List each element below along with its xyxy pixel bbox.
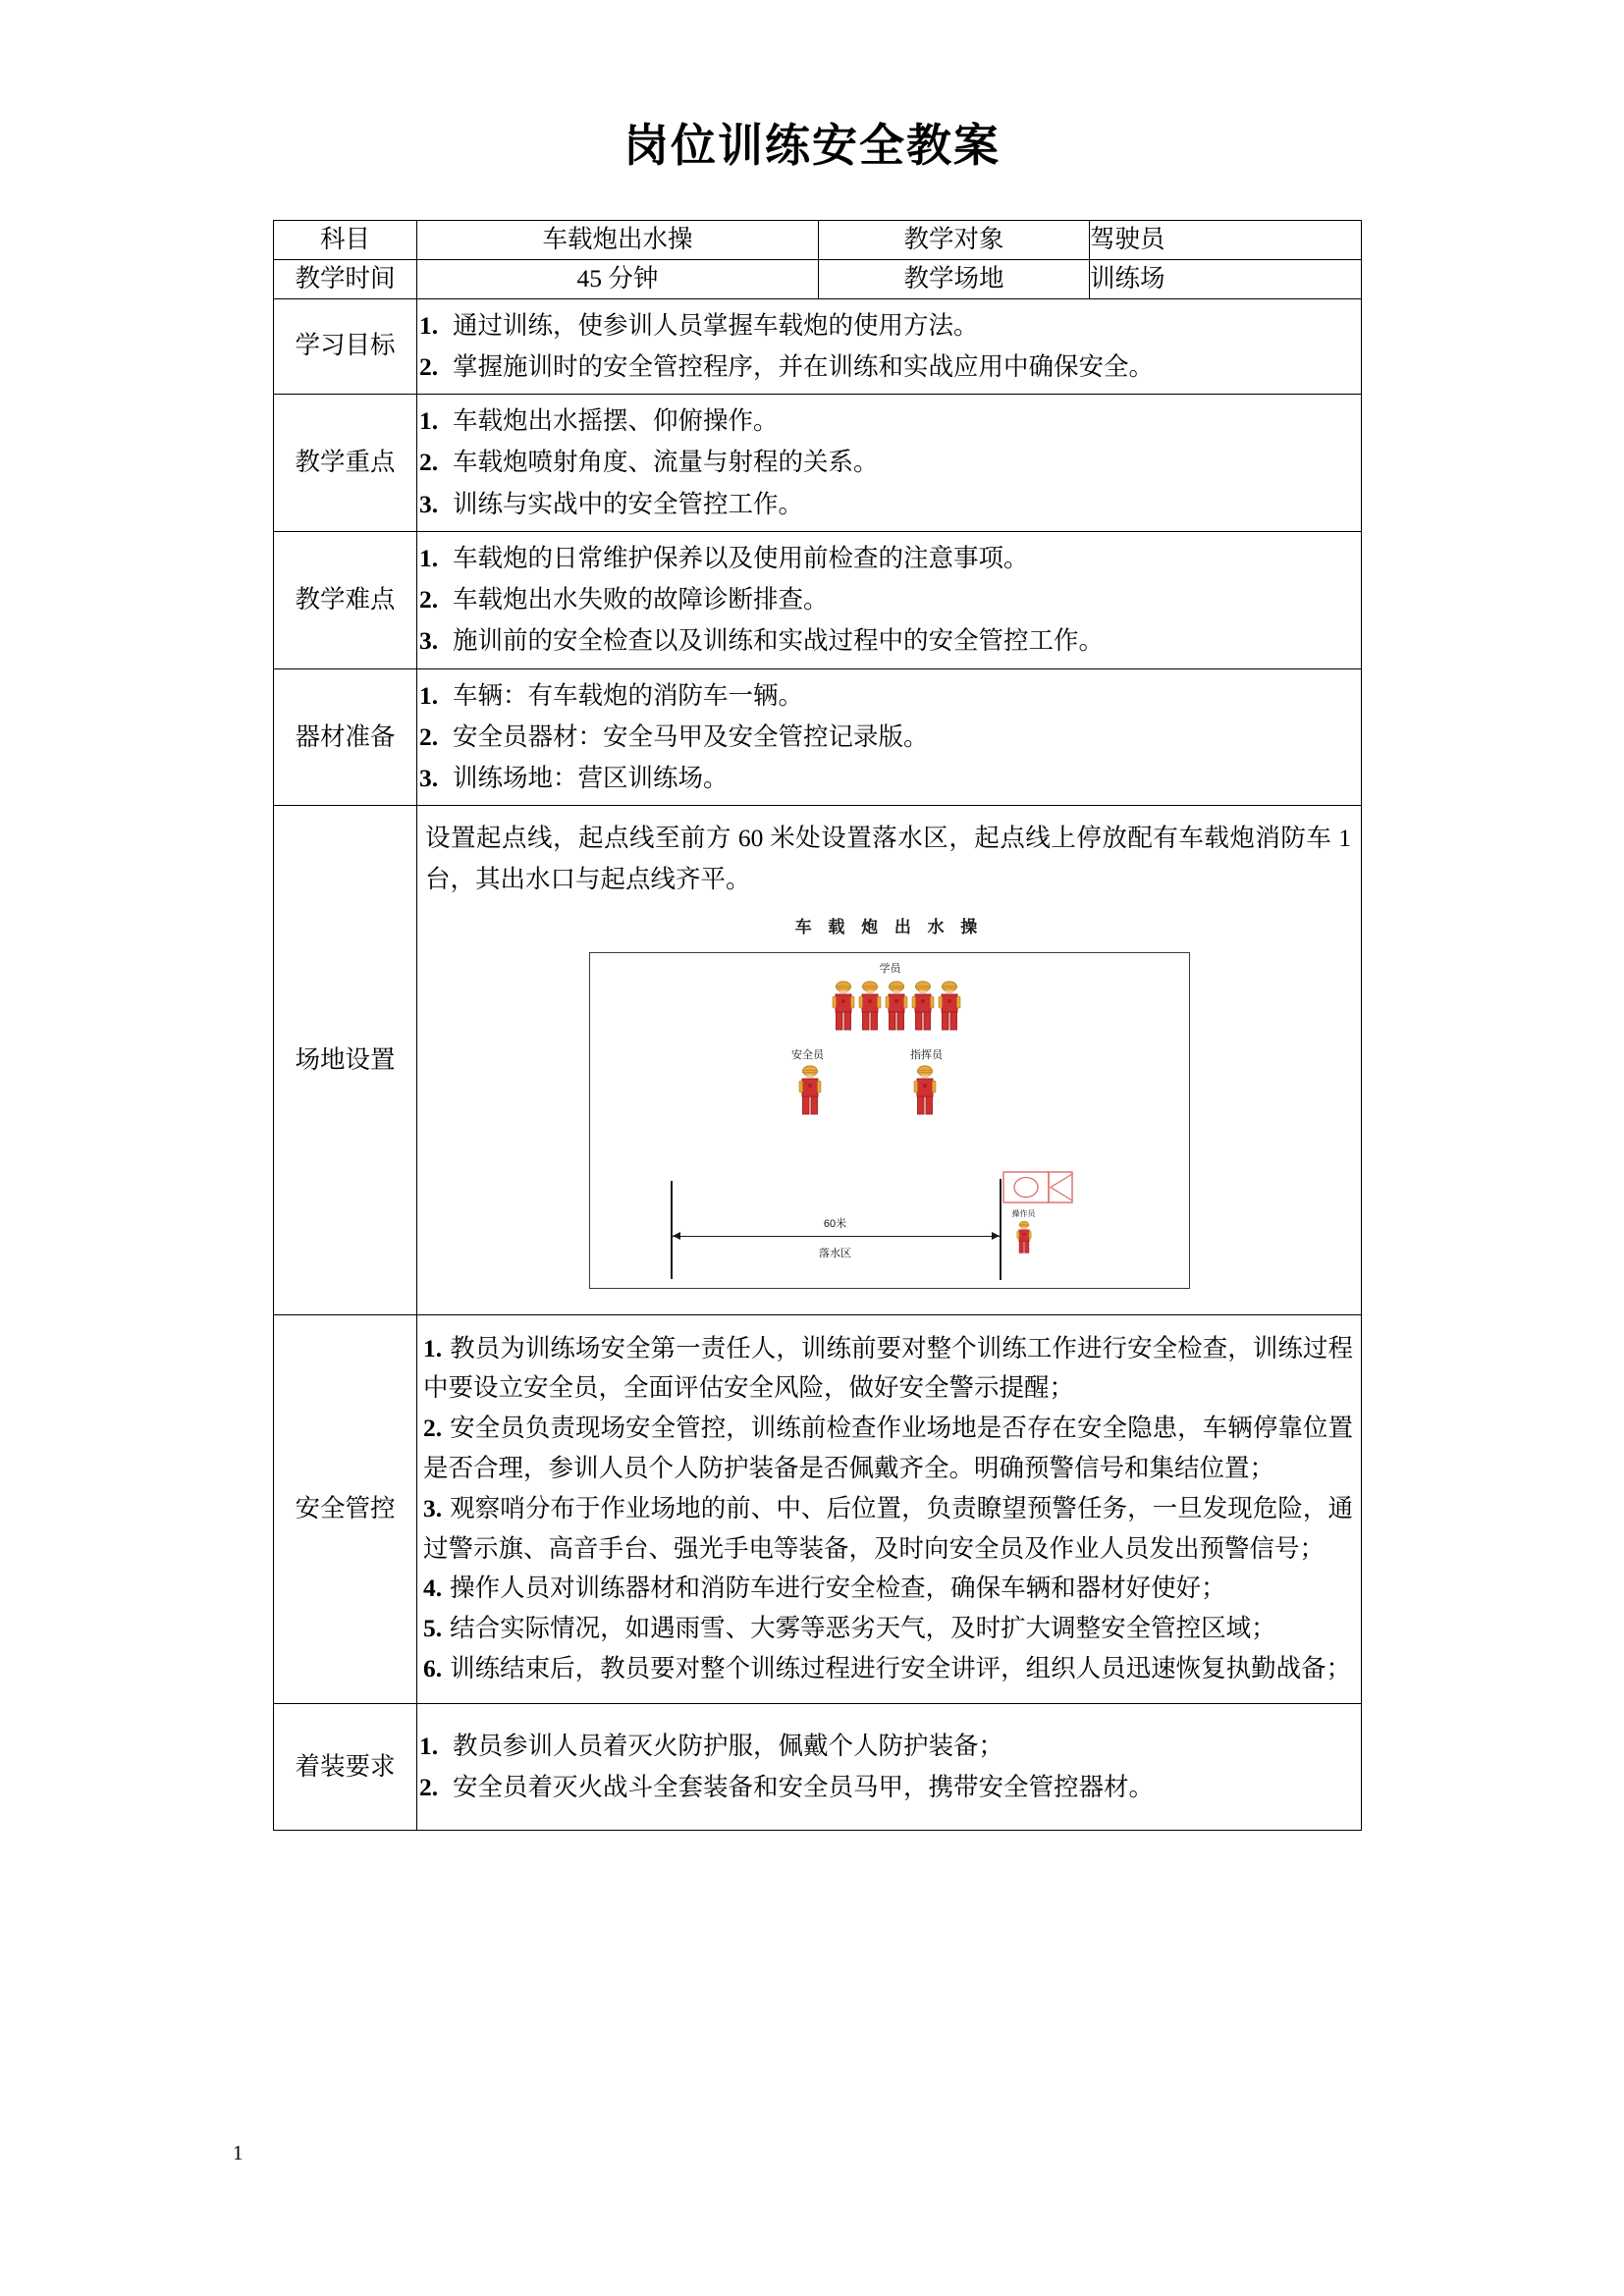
- table-row-time: [274, 259, 1362, 298]
- list-number: 1.: [423, 1333, 443, 1362]
- value-duration: 45 分钟: [417, 259, 819, 298]
- figure-student: [831, 980, 856, 1031]
- diagram-label-commander: 指挥员: [910, 1048, 943, 1061]
- list-number: 2.: [419, 1773, 439, 1802]
- label-safety: 安全管控: [274, 1314, 417, 1703]
- list-number: 3.: [419, 764, 439, 792]
- list-text: 车载炮出水摇摆、仰俯操作。: [453, 406, 779, 435]
- label-audience: 教学对象: [819, 221, 1090, 260]
- safety-list: [417, 1315, 1361, 1703]
- figure-operator: [1015, 1220, 1032, 1254]
- page-title: 岗位训练安全教案: [623, 121, 1001, 171]
- distance-dimension-arrow: [673, 1236, 1000, 1237]
- cell-objectives: [417, 298, 1362, 395]
- key-points-list: [417, 395, 1361, 531]
- list-item: [419, 305, 1355, 347]
- cell-difficulties: [417, 531, 1362, 668]
- list-item: [419, 620, 1355, 662]
- figure-student: [884, 980, 909, 1031]
- cell-venue: [417, 806, 1362, 1314]
- table-row-venue: [274, 806, 1362, 1314]
- list-number: 2.: [419, 585, 439, 614]
- figure-student: [910, 980, 936, 1031]
- table-row-objectives: [274, 298, 1362, 395]
- label-dress: 着装要求: [274, 1703, 417, 1831]
- list-text: 安全员着灭火战斗全套装备和安全员马甲，携带安全管控器材。: [453, 1773, 1155, 1802]
- list-text: 教员为训练场安全第一责任人，训练前要对整个训练工作进行安全检查，训练过程中要设立安全员，全面评估安全风险，做好安全警示提醒；: [423, 1333, 1353, 1403]
- list-text: 训练场地：营区训练场。: [453, 764, 729, 792]
- list-text: 车辆：有车载炮的消防车一辆。: [453, 680, 804, 710]
- list-item: [419, 675, 1355, 717]
- list-item: [419, 758, 1355, 799]
- table-row-key-points: [274, 395, 1362, 532]
- list-number: 2.: [419, 721, 439, 751]
- list-number: 5.: [423, 1614, 443, 1643]
- figure-commander: [912, 1064, 938, 1115]
- label-duration: 教学时间: [274, 259, 417, 298]
- list-item: [423, 1409, 1353, 1489]
- list-item: [423, 1609, 1353, 1649]
- diagram-title: 车 载 炮 出 水 操: [794, 917, 984, 936]
- list-text: 训练结束后，教员要对整个训练过程进行安全讲评，组织人员迅速恢复执勤战备；: [450, 1654, 1352, 1683]
- figure-safety-officer: [797, 1064, 823, 1115]
- list-number: 2.: [423, 1414, 443, 1443]
- list-number: 4.: [423, 1574, 443, 1603]
- value-location: 训练场: [1090, 259, 1362, 298]
- list-item: [419, 400, 1355, 442]
- page-number: 1: [233, 2141, 244, 2164]
- list-item: [419, 347, 1355, 388]
- list-item: [423, 1489, 1353, 1570]
- list-number: 2.: [419, 448, 439, 477]
- list-text: 观察哨分布于作业场地的前、中、后位置，负责瞭望预警任务，一旦发现危险，通过警示旗、高音手台、强光手电等装备，及时向安全员及作业人员发出预警信号；: [423, 1493, 1353, 1563]
- list-number: 3.: [419, 489, 439, 518]
- list-item: [423, 1329, 1353, 1410]
- list-item: [419, 1767, 1355, 1808]
- list-text: 通过训练，使参训人员掌握车载炮的使用方法。: [453, 310, 979, 340]
- list-item: [419, 579, 1355, 620]
- distance-label: 60米: [823, 1217, 847, 1230]
- list-number: 1.: [419, 543, 439, 572]
- table-row-equipment: [274, 668, 1362, 806]
- water-zone-label: 落水区: [819, 1247, 851, 1259]
- list-number: 3.: [423, 1493, 443, 1522]
- value-subject: 车载炮出水操: [417, 221, 819, 260]
- landing-zone-line: [671, 1181, 673, 1279]
- list-text: 操作人员对训练器材和消防车进行安全检查，确保车辆和器材好使好；: [450, 1574, 1226, 1603]
- venue-intro-text: 设置起点线，起点线至前方 60 米处设置落水区，起点线上停放配有车载炮消防车 1 台，其出水口与起点线齐平。: [425, 824, 1351, 893]
- figure-student: [857, 980, 883, 1031]
- list-number: 3.: [419, 626, 439, 656]
- label-key-points: 教学重点: [274, 395, 417, 532]
- diagram-label-safety-officer: 安全员: [791, 1048, 824, 1061]
- dress-list: [417, 1704, 1361, 1831]
- list-text: 施训前的安全检查以及训练和实战过程中的安全管控工作。: [453, 626, 1105, 656]
- list-text: 掌握施训时的安全管控程序，并在训练和实战应用中确保安全。: [453, 351, 1155, 381]
- table-row-difficulties: [274, 531, 1362, 668]
- equipment-list: [417, 669, 1361, 806]
- figure-student: [937, 980, 962, 1031]
- list-number: 2.: [419, 351, 439, 381]
- difficulties-list: [417, 532, 1361, 668]
- cell-key-points: [417, 395, 1362, 532]
- list-text: 车载炮出水失败的故障诊断排查。: [453, 585, 829, 614]
- table-row-safety: [274, 1314, 1362, 1703]
- list-text: 结合实际情况，如遇雨雪、大雾等恶劣天气，及时扩大调整安全管控区域；: [450, 1614, 1276, 1643]
- list-number: 6.: [423, 1654, 443, 1683]
- table-row-dress: [274, 1703, 1362, 1831]
- lesson-plan-table: [273, 220, 1362, 1831]
- list-text: 训练与实战中的安全管控工作。: [453, 489, 804, 518]
- label-equipment: 器材准备: [274, 668, 417, 806]
- list-text: 安全员负责现场安全管控，训练前检查作业场地是否存在安全隐患，车辆停靠位置是否合理，参训人员个人防护装备是否佩戴齐全。明确预警信号和集结位置；: [423, 1414, 1353, 1483]
- label-location: 教学场地: [819, 259, 1090, 298]
- list-item: [419, 1726, 1355, 1767]
- label-objectives: 学习目标: [274, 298, 417, 395]
- list-item: [423, 1569, 1353, 1609]
- list-number: 1.: [419, 406, 439, 435]
- label-venue: 场地设置: [274, 806, 417, 1314]
- cell-dress: [417, 1703, 1362, 1831]
- start-line: [1000, 1179, 1001, 1280]
- diagram-label-operator: 操作员: [1011, 1208, 1036, 1218]
- list-item: [419, 484, 1355, 525]
- list-text: 车载炮喷射角度、流量与射程的关系。: [453, 448, 879, 477]
- cell-equipment: [417, 668, 1362, 806]
- list-item: [419, 717, 1355, 758]
- list-text: 安全员器材：安全马甲及安全管控记录版。: [453, 721, 929, 751]
- cell-safety: [417, 1314, 1362, 1703]
- venue-diagram: [417, 903, 1361, 1314]
- list-number: 1.: [419, 310, 439, 340]
- list-number: 1.: [419, 1731, 439, 1760]
- list-item: [419, 538, 1355, 579]
- diagram-canvas: [589, 952, 1190, 1289]
- objectives-list: [417, 299, 1361, 395]
- table-row-subject: [274, 221, 1362, 260]
- diagram-label-students: 学员: [879, 962, 901, 975]
- value-audience: 驾驶员: [1090, 221, 1362, 260]
- list-number: 1.: [419, 680, 439, 710]
- label-subject: 科目: [274, 221, 417, 260]
- list-item: [419, 442, 1355, 483]
- label-difficulties: 教学难点: [274, 531, 417, 668]
- list-text: 车载炮的日常维护保养以及使用前检查的注意事项。: [453, 543, 1029, 572]
- list-item: [423, 1649, 1353, 1689]
- list-text: 教员参训人员着灭火防护服，佩戴个人防护装备；: [453, 1731, 1004, 1760]
- fire-truck-icon: [1002, 1171, 1073, 1204]
